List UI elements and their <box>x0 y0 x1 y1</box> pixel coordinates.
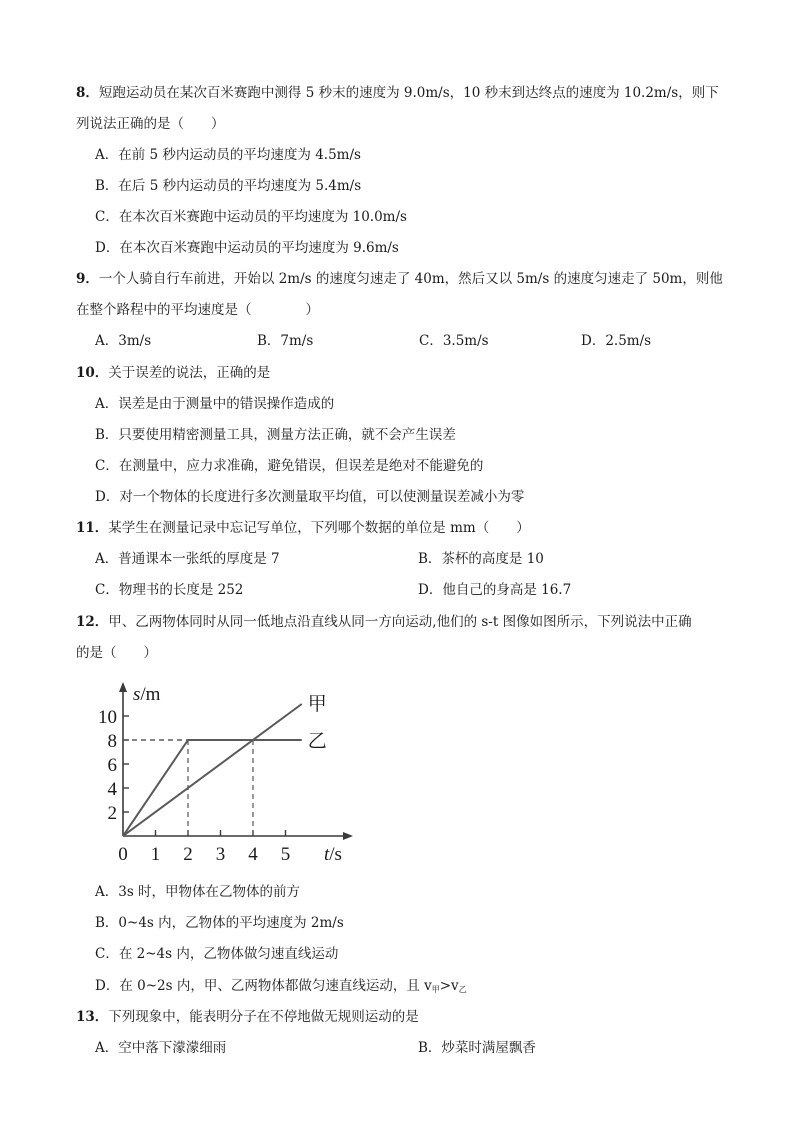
q10-number: 10． <box>76 365 109 381</box>
q10-option-a[interactable]: A．误差是由于测量中的错误操作造成的 <box>95 396 335 412</box>
q9-option-d[interactable]: D．2.5m/s <box>581 333 652 349</box>
q12-stem-text: 甲、乙两物体同时从同一低地点沿直线从同一方向运动,他们的 s-t 图像如图所示，下列说法中正确 <box>108 614 692 630</box>
q13-stem-text: 下列现象中，能表明分子在不停地做无规则运动的是 <box>108 1009 419 1025</box>
q13-number: 13． <box>76 1009 109 1025</box>
q10-stem-line1 <box>76 364 270 382</box>
q11-option-d[interactable]: D．他自己的身高是 16.7 <box>418 582 572 598</box>
q8-option-d[interactable]: D．在本次百米赛跑中运动员的平均速度为 9.6m/s <box>95 240 399 256</box>
series-label-yi: 乙 <box>307 731 327 752</box>
q8-option-b[interactable]: B．在后 5 秒内运动员的平均速度为 5.4m/s <box>95 178 362 194</box>
x-tick-label: 3 <box>215 844 226 865</box>
q11-stem-text: 某学生在测量记录中忘记写单位，下列哪个数据的单位是 mm（ ） <box>108 520 530 536</box>
x-tick-label: 5 <box>280 844 291 865</box>
q10-stem-text: 关于误差的说法，正确的是 <box>108 365 271 381</box>
q12-option-d-mid: >v <box>439 978 459 994</box>
q9-stem-line2: 在整个路程中的平均速度是（ ） <box>76 302 319 318</box>
q8-stem-line2: 列说法正确的是（ ） <box>76 116 225 132</box>
q8-number: 8． <box>76 85 99 101</box>
st-graph <box>88 676 368 870</box>
q12-stem-line1 <box>76 613 692 631</box>
y-tick-label: 8 <box>107 731 117 752</box>
q9-option-a[interactable]: A．3m/s <box>95 333 152 349</box>
q13-stem-line1 <box>76 1008 419 1026</box>
q9-stem-text: 一个人骑自行车前进，开始以 2m/s 的速度匀速走了 40m，然后又以 5m/s 的速度匀速走了 50m，则他 <box>98 271 723 287</box>
q12-number: 12． <box>76 614 109 630</box>
q12-option-d-sub-jia: 甲 <box>431 985 440 994</box>
q10-option-b[interactable]: B．只要使用精密测量工具，测量方法正确，就不会产生误差 <box>95 427 456 443</box>
y-tick-label: 6 <box>107 755 117 776</box>
q11-stem-line1 <box>76 519 530 537</box>
q8-option-c[interactable]: C．在本次百米赛跑中运动员的平均速度为 10.0m/s <box>95 209 407 225</box>
q13-option-a[interactable]: A．空中落下濛濛细雨 <box>95 1040 227 1056</box>
y-axis-label: s/m <box>133 684 161 705</box>
x-tick-label: 1 <box>150 844 161 865</box>
q11-number: 11． <box>76 520 109 536</box>
q8-stem-line1 <box>76 84 719 102</box>
q11-option-a[interactable]: A．普通课本一张纸的厚度是 7 <box>95 551 280 567</box>
q12-option-d-text: D．在 0~2s 内，甲、乙两物体都做匀速直线运动，且 v <box>95 978 432 994</box>
q10-option-c[interactable]: C．在测量中，应力求准确，避免错误，但误差是绝对不能避免的 <box>95 458 484 474</box>
y-tick-label: 4 <box>107 779 117 800</box>
q12-option-d[interactable] <box>95 977 467 999</box>
q10-option-d[interactable]: D．对一个物体的长度进行多次测量取平均值，可以使测量误差减小为零 <box>95 489 525 505</box>
q12-option-b[interactable]: B．0~4s 内，乙物体的平均速度为 2m/s <box>95 915 344 931</box>
series-line-jia <box>123 704 302 836</box>
q12-stem-line2: 的是（ ） <box>76 645 157 661</box>
series-line-yi <box>123 740 302 836</box>
x-axis-label: t/s <box>324 844 342 865</box>
q11-option-c[interactable]: C．物理书的长度是 252 <box>95 582 244 598</box>
x-tick-label: 2 <box>183 844 193 865</box>
series-label-jia: 甲 <box>307 694 327 715</box>
y-tick-label: 10 <box>98 707 117 728</box>
x-tick-label: 0 <box>118 844 128 865</box>
q12-option-c[interactable]: C．在 2~4s 内，乙物体做匀速直线运动 <box>95 946 339 962</box>
q8-option-a[interactable]: A．在前 5 秒内运动员的平均速度为 4.5m/s <box>95 147 361 163</box>
q9-option-c[interactable]: C．3.5m/s <box>419 333 489 349</box>
q9-option-b[interactable]: B．7m/s <box>257 333 314 349</box>
q8-stem-text: 短跑运动员在某次百米赛跑中测得 5 秒末的速度为 9.0m/s，10 秒末到达终点的速度为 10.2m/s，则下 <box>98 85 719 101</box>
q9-number: 9． <box>76 271 99 287</box>
x-tick-label: 4 <box>248 844 258 865</box>
q11-option-b[interactable]: B．茶杯的高度是 10 <box>418 551 544 567</box>
q12-option-d-sub-yi: 乙 <box>458 985 467 994</box>
q12-option-a[interactable]: A．3s 时，甲物体在乙物体的前方 <box>95 884 301 900</box>
q13-option-b[interactable]: B．炒菜时满屋飘香 <box>418 1040 536 1056</box>
q9-stem-line1 <box>76 270 723 288</box>
y-tick-label: 2 <box>107 803 117 824</box>
